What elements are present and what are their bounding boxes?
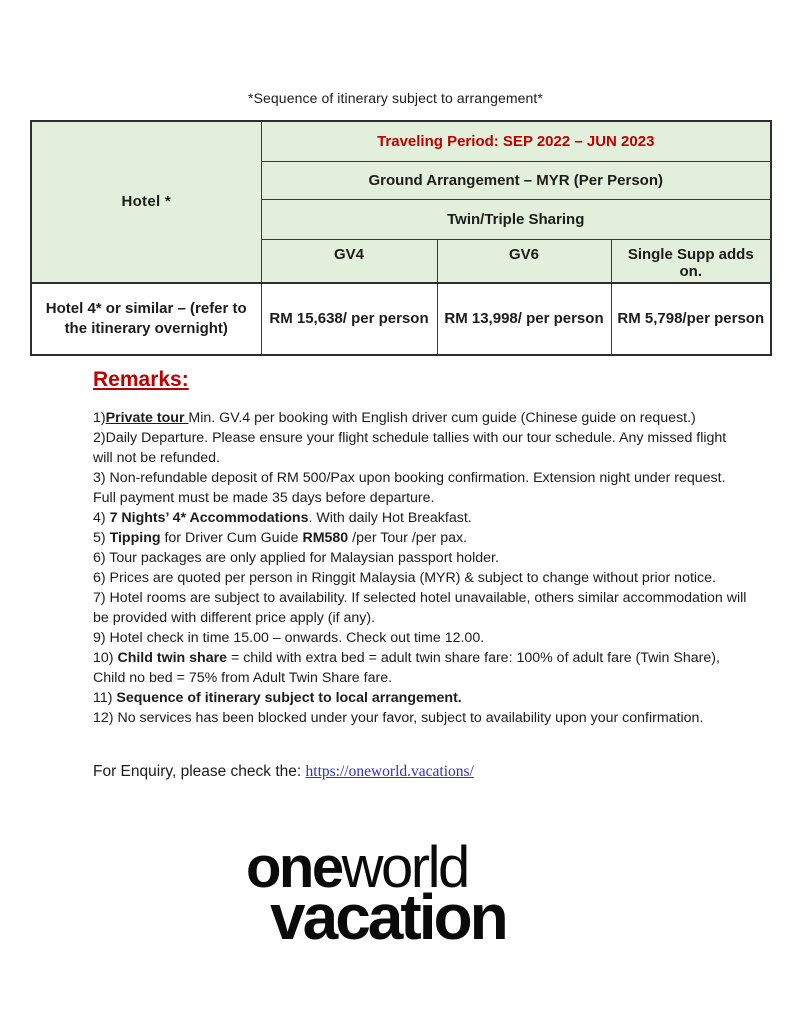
remark-segment: 2)Daily Departure. Please ensure your flight schedule tallies with our tour schedule. Any missed flight will not be refunded. bbox=[93, 429, 727, 466]
hotel-description-cell bbox=[31, 283, 261, 355]
enquiry-line bbox=[93, 763, 791, 781]
logo-line-vacation bbox=[270, 880, 791, 953]
top-note: *Sequence of itinerary subject to arrangement* bbox=[248, 90, 543, 106]
remark-segment: Private tour bbox=[105, 409, 189, 426]
remark-segment: /per Tour /per pax. bbox=[348, 529, 468, 546]
remarks-heading: Remarks: bbox=[93, 367, 189, 391]
remark-segment: 9) Hotel check in time 15.00 – onwards. Check out time 12.00. bbox=[93, 629, 485, 646]
remark-item bbox=[93, 428, 748, 468]
remark-item bbox=[93, 648, 748, 688]
hotel-description-rest: or similar – (refer to the itinerary overnight) bbox=[64, 299, 247, 337]
price-single-supp: RM 5,798/per person bbox=[611, 283, 771, 355]
remark-segment: Tipping bbox=[109, 529, 161, 546]
remark-item bbox=[93, 588, 748, 628]
remark-segment: 6) Tour packages are only applied for Malaysian passport holder. bbox=[93, 549, 499, 566]
remark-item bbox=[93, 548, 748, 568]
remark-item bbox=[93, 508, 748, 528]
remark-segment: Min. GV.4 per booking with English driver cum guide (Chinese guide on request.) bbox=[188, 409, 696, 426]
remark-segment: 1) bbox=[93, 409, 106, 426]
enquiry-text: For Enquiry, please check the: bbox=[93, 762, 306, 780]
remark-segment: 7) Hotel rooms are subject to availability. If selected hotel unavailable, others similar accommodation will be provided with different price apply (if any). bbox=[93, 589, 747, 626]
price-gv4: RM 15,638/ per person bbox=[261, 283, 437, 355]
column-header-gv6: GV6 bbox=[437, 239, 611, 283]
remark-item bbox=[93, 468, 748, 508]
remark-item bbox=[93, 568, 748, 588]
remark-segment: 11) bbox=[93, 689, 117, 706]
column-header-gv4: GV4 bbox=[261, 239, 437, 283]
remark-item bbox=[93, 528, 748, 548]
column-header-single-supp: Single Supp adds on. bbox=[611, 239, 771, 283]
enquiry-link[interactable]: https://oneworld.vacations/ bbox=[305, 762, 474, 780]
sharing-cell: Twin/Triple Sharing bbox=[261, 199, 771, 239]
oneworld-vacation-logo bbox=[246, 834, 791, 953]
remark-segment: 10) bbox=[93, 649, 118, 666]
remark-segment: . With daily Hot Breakfast. bbox=[308, 509, 472, 526]
pricing-table bbox=[30, 120, 772, 356]
remark-segment: Sequence of itinerary subject to local arrangement. bbox=[116, 689, 462, 706]
remarks-list bbox=[93, 408, 748, 728]
price-gv6: RM 13,998/ per person bbox=[437, 283, 611, 355]
hotel-header-cell: Hotel * bbox=[31, 121, 261, 283]
remark-segment: 12) No services has been blocked under your favor, subject to availability upon your confirmation. bbox=[93, 709, 704, 726]
remark-segment: RM580 bbox=[302, 529, 349, 546]
remark-segment: 6) Prices are quoted per person in Ringgit Malaysia (MYR) & subject to change without prior notice. bbox=[93, 569, 716, 586]
logo-word-vacation: vacation bbox=[270, 880, 506, 953]
hotel-description-bold: Hotel 4* bbox=[45, 299, 102, 317]
ground-arrangement-cell: Ground Arrangement – MYR (Per Person) bbox=[261, 161, 771, 199]
traveling-period-cell: Traveling Period: SEP 2022 – JUN 2023 bbox=[261, 121, 771, 161]
remark-segment: 3) Non-refundable deposit of RM 500/Pax upon booking confirmation. Extension night under request. Full payment must be made 35 days before departure. bbox=[93, 469, 726, 506]
remark-item bbox=[93, 408, 748, 428]
remark-segment: Child twin share bbox=[117, 649, 228, 666]
table-row bbox=[31, 283, 771, 355]
logo-word-one: one bbox=[246, 834, 342, 900]
remark-item bbox=[93, 708, 748, 728]
remark-segment: = child with extra bed = adult twin share fare: 100% of adult fare (Twin Share), Child no bed = 75% from Adult Twin Share fare. bbox=[93, 649, 720, 686]
remark-segment: 7 Nights’ 4* Accommodations bbox=[109, 509, 309, 526]
remark-segment: 4) bbox=[93, 509, 110, 526]
remark-segment: 5) bbox=[93, 529, 110, 546]
remark-item bbox=[93, 628, 748, 648]
logo-word-world: world bbox=[341, 834, 468, 900]
remark-segment: for Driver Cum Guide bbox=[160, 529, 303, 546]
remark-item bbox=[93, 688, 748, 708]
